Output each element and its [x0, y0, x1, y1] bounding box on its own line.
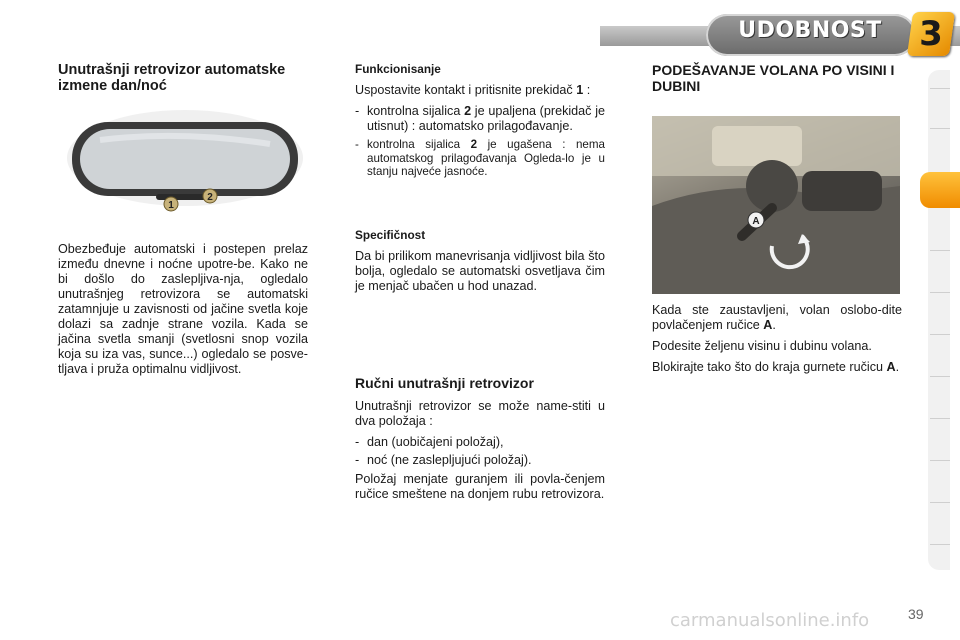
right-column: [652, 62, 902, 94]
manual-body: Položaj menjate guranjem ili povla-čenjem ručice smeštene na donjem rubu retrovizora.: [355, 472, 605, 501]
callout-2-label: 2: [207, 192, 213, 203]
functioning-intro-text: Uspostavite kontakt i pritisnite prekidač: [355, 83, 573, 97]
switch-number: 1: [576, 83, 584, 97]
item-text: kontrolna sijalica: [367, 104, 465, 118]
chapter-title: UDOBNOST: [738, 18, 882, 43]
specific-body: Da bi prilikom manevrisanja vidljivost bila što bolja, ogledalo se automatski osvetljava čim je menjač ubačen u hod unazad.: [355, 249, 605, 293]
middle-column: [355, 62, 605, 183]
chapter-tab-5[interactable]: [930, 292, 950, 293]
chapter-tab-3-active[interactable]: [920, 172, 960, 208]
functioning-list-2: [355, 138, 605, 179]
steering-adjust: Podesite željenu visinu i dubinu volana.: [652, 339, 872, 353]
item-number: 2: [470, 138, 478, 151]
steering-photo-art: [652, 116, 900, 294]
text: .: [895, 360, 900, 374]
item-number: 2: [464, 104, 472, 118]
chapter-tab-4[interactable]: [930, 250, 950, 251]
chapter-header: [560, 8, 960, 58]
functioning-intro-end: :: [583, 83, 591, 97]
chapter-tab-9[interactable]: [930, 460, 950, 461]
chapter-tab-10[interactable]: [930, 502, 950, 503]
manual-list: [355, 435, 605, 468]
item-text: je ugašena : nema automatskog prilagođavanja Ogleda-lo je u stanju najveće jasnoće.: [367, 138, 605, 178]
list-item: - dan (uobičajeni položaj),: [355, 435, 605, 450]
callout-1-label: 1: [168, 200, 174, 211]
specific-block: [355, 228, 605, 300]
steering-adjust-photo: [652, 116, 900, 294]
steering-lock: [652, 360, 902, 375]
functioning-heading: Funkcionisanje: [355, 62, 441, 76]
callout-a-label: A: [752, 216, 760, 227]
functioning-list: [355, 104, 605, 134]
text: Blokirajte tako što do kraja gurnete ručicu: [652, 360, 887, 374]
manual-intro: Unutrašnji retrovizor se može name-stiti u dva položaja :: [355, 399, 605, 428]
chapter-tab-11[interactable]: [930, 544, 950, 545]
text: .: [772, 318, 776, 332]
steering-text-block: [652, 303, 902, 381]
lever-letter: A: [886, 360, 896, 374]
left-body-block: [58, 242, 308, 383]
mirror-auto-body: Obezbeđuje automatski i postepen prelaz između dnevne i noćne upotre-be. Kako ne bi došlo do zaslepljiva-nja, ogledalo unutrašnjeg retrovizora se automatski zatamnjuje u zavisnosti od jačine svetla koje dolazi sa zadnje strane vozila. Kada se jačina svetla smanji (svetlosni snop vozila koja su iza vas, sunce...) ogledalo se posve-tljava i pruža optimalnu vidljivost.: [58, 242, 308, 376]
lever-letter: A: [763, 318, 773, 332]
list-item: - noć (ne zaslepljujući položaj).: [355, 453, 605, 468]
list-item: [355, 104, 605, 134]
chapter-tab-2[interactable]: [930, 128, 950, 129]
chapter-tab-6[interactable]: [930, 334, 950, 335]
mirror-auto-heading: Unutrašnji retrovizor automatske izmene dan/noć: [58, 62, 286, 94]
specific-heading: Specifičnost: [355, 228, 426, 242]
functioning-intro: [355, 83, 605, 98]
chapter-number: 3: [919, 14, 943, 54]
page-number: 39: [908, 606, 924, 622]
chapter-tab-track: [928, 70, 950, 570]
text: Kada ste zaustavljeni, volan oslobo-dite povlačenjem ručice: [652, 303, 902, 332]
item-text: kontrolna sijalica: [367, 138, 471, 151]
chapter-tab-8[interactable]: [930, 418, 950, 419]
list-item: [355, 138, 605, 179]
left-column: [58, 62, 308, 94]
chapter-tab-1[interactable]: [930, 88, 950, 89]
watermark: carmanualsonline.info: [670, 610, 870, 631]
item-text: je upaljena (prekidač je utisnut) : automatsko prilagođavanje.: [367, 104, 605, 133]
steering-heading: PODEŠAVANJE VOLANA PO VISINI I DUBINI: [652, 62, 895, 94]
steering-release: [652, 303, 902, 333]
mirror-illustration: [60, 100, 310, 220]
chapter-tab-7[interactable]: [930, 376, 950, 377]
manual-block: [355, 376, 605, 508]
manual-mirror-heading: Ručni unutrašnji retrovizor: [355, 375, 534, 391]
